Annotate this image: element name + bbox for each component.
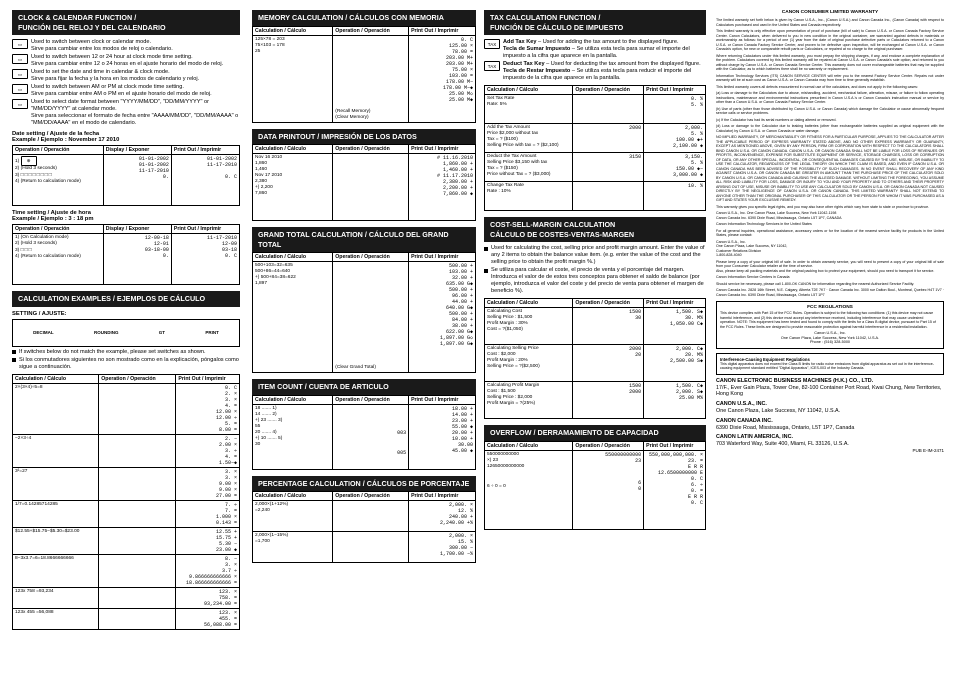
memory-section (252, 10, 476, 123)
th-operation: Operation / Operación (13, 146, 104, 155)
warranty-paragraph: This limited warranty covers all defects encountered in normal use of the calculators, and does not apply in the following cases: (716, 84, 918, 89)
warranty-paragraph: Canon Canada Inc. 2828 16th Street, N.E. Calgary, Alberta T2E 7K7 · Canon Canada Inc. 3000 rue Dalton Boul., Montreal, Quebec H4T 1V7 · Canon Canada Inc. 6390 Dixie Road, Mississauga, Ontario L5T 1P7 (716, 288, 944, 297)
csm-desc-es: Se utiliza para calcular el coste, el precio de venta y el porcentaje del margen. Introduzca el valor de de estos tres conceptos para obtener el saldo de balance (por ejemplo, introduzca el valor del coste y del precio de venta para obtener el margen de beneficio %). (484, 267, 706, 295)
calc-cell: $12.55+$15.75−$5.30=$23.00 (13, 527, 99, 554)
warranty-paragraph: (d) Loss or damage to the Calculator due to leaking batteries (other than exchangeable batteries supplied as original equipment with the Calculator) by Canon U.S.A. or Canon Canada or water damage. (716, 124, 944, 133)
calc-cell: 1/7=0.14285714285 (13, 500, 99, 527)
clock-item (12, 84, 240, 98)
table-row (13, 434, 240, 467)
warranty-paragraph: Should service be necessary, please call 1-800-OK CANON for information regarding the nearest Authorized Service Facility. (716, 281, 915, 286)
calc-cell: Set Tax Rate Rate: 5% (485, 95, 573, 124)
warranty-paragraph: The limited warranty set forth below is given by Canon U.S.A., Inc., (Canon U.S.A.) and Canon Canada Inc., (Canon Canada) with respect to Calculators purchased and used in the United States and Canada respectively. (716, 18, 944, 27)
item-text-es: Sirve para cambiar entre 12 o 24 horas en el ajuste horario del modo de reloj. (31, 61, 224, 67)
print-cell: 123. × 758. = 93,234.00 = (176, 587, 240, 608)
pub-code: PUB E-IM-2471 (912, 447, 944, 453)
time-setting-label: Time setting / Ajuste de hora Example / Ejemplo : 3 : 18 pm (12, 210, 94, 222)
table-row (485, 124, 706, 153)
item-text-en: Used to set the date and time in calendar & clock mode. (31, 69, 170, 75)
company-addr-line: 703 Waterford Way, Suite 400, Miami, FL 33126, U.S.A. (716, 441, 849, 448)
percentage-header: PERCENTAGE CALCULATION / CÁLCULOS DE PORCENTAJE (252, 476, 476, 492)
operation-cell (99, 554, 176, 587)
table-row (13, 383, 240, 434)
operation-cell (573, 95, 644, 124)
th-display: Display / Exponer (103, 146, 171, 155)
table-row (485, 153, 706, 182)
calc-cell: −2×3÷4 (13, 434, 99, 467)
operation-cell: 1500 30 (573, 308, 644, 345)
item-count-header: ITEM COUNT / CUENTA DE ARTICULO (252, 379, 476, 395)
print-cell: 123. × 455. = 56,088.00 = (176, 608, 240, 629)
data-printout-table: Calculation / Cálculo Operation / Operación Print Out / Imprimir Nov 16 2010 1,860 1,460 Nov 17 2010 2,380 +) 2,200 7,860 # 11.16.2010 1,860.00 + 1,460.00 + # 11.17.2010 2,380.00 + 2,200.00 + 7,860.00 ◆ (252, 144, 476, 221)
calculator-key-icon[interactable]: ▭ (12, 54, 28, 64)
print-cell: 2. − 2.00 × 3. ÷ 4. = 1.50−◆ (176, 434, 240, 467)
calc-cell: Calculating Cost Selling Price : $1,500 Profit Margin : 30% Cost = ?($1,050) (485, 308, 573, 345)
operation-cell (99, 383, 176, 434)
calculator-key-icon[interactable]: ▭ (12, 39, 28, 49)
print-cell: 3. × 3. × 9.00 × 9.00 × 27.00 = (176, 467, 240, 500)
company-address (716, 418, 944, 432)
tax-key-name: Add Tax Key (503, 39, 537, 45)
print-cell: 10. % (644, 182, 706, 211)
print-cell: 8. − 3. × 3.7 ÷ 9.866666666666 × 18.866666666666 = (176, 554, 240, 587)
tax-key-name-es: Tecla de Restar Impuesto (503, 68, 571, 74)
print-cell: 1,500. S◆ 30. M% 1,050.00 C◆ (644, 308, 706, 345)
tax-key-desc-es: – Se utiliza esta tecla para sumar el importe del impuesto a la cifra que aparece en la pantalla. (503, 46, 690, 59)
tax-item (484, 39, 706, 60)
operation-cell (99, 500, 176, 527)
operation-cell (573, 182, 644, 211)
calc-cell: 8−3x3.7=6=18.8666666666 (13, 554, 99, 587)
tax-section (484, 10, 706, 211)
warranty-paragraph: Canon U.S.A., Inc. One Canon Plaza, Lake Success, NY 11042, Customer Relations Division 1-800-828-4040 (716, 239, 788, 257)
date-setting-table: Operation / Operación Display / Exponer Print Out / Imprimir 1) ⊕ 2) (Hold 3 seconds) 3) □□□□□□□□ 4) (Return to calculation mode) 01-01-2002 01-01-2002 11-17-2010 0. 01-01-2002 11-17-2010 0. C (12, 145, 240, 206)
column-4 (716, 10, 944, 453)
tax-key-desc-es: – Se utiliza esta tecla para reducir el importe del impuesto de la cifra que aparece en la pantalla. (503, 68, 692, 81)
item-text-es: Sirve para cambiar entre AM o PM en el ajuste horario del modo de reloj. (31, 91, 212, 97)
switch-note: If switches below do not match the example, please set switches as shown. (12, 349, 240, 356)
clock-key[interactable]: ⊕ (21, 156, 37, 166)
calc-cell: 123x 455 =56,088 (13, 608, 99, 629)
calculator-key-icon[interactable]: ▭ (12, 69, 28, 79)
warranty-paragraph: NO IMPLIED WARRANTY, OF MERCHANTABILITY OR FITNESS FOR A PARTICULAR PURPOSE, APPLIES TO THE CALCULATOR AFTER THE APPLICABLE PERIOD OF EXPRESS WARRANTY STATED ABOVE, AND NO OTHER EXPRESS WARRANTY OR GUARANTY, EXCEPT AS MENTIONED ABOVE, GIVEN BY ANY PERSON, FIRM OR CORPORATION WITH RESPECT TO THE CALCULATORS SHALL BIND CANON U.S.A. OR CANON CANADA. CANON U.S.A. OR CANON CANADA SHALL NOT BE LIABLE FOR LOSS OF REVENUES OR PROFITS, INCONVENIENCE, EXPENSE FOR SUBSTITUTE EQUIPMENT OR SERVICE, STORAGE CHARGES, LOSS OR CORRUPTION OF DATA, OR ANY OTHER SPECIAL, INCIDENTAL, OR CONSEQUENTIAL DAMAGES CAUSED BY THE USE, MISUSE, OR INABILITY TO USE THE CALCULATOR, REGARDLESS OF THE LEGAL THEORY ON WHICH THE CLAIM IS BASED, AND EVEN IF CANON U.S.A. OR CANON CANADA HAS BEEN ADVISED OF THE POSSIBILITY OF SUCH DAMAGES. IN NO EVENT SHALL RECOVERY OF ANY KIND AGAINST CANON U.S.A. OR CANON CANADA BE GREATER IN AMOUNT THAN THE PURCHASE PRICE OF THE CALCULATOR SOLD BY CANON U.S.A. OR CANON CANADA AND CAUSING THE ALLEGED DAMAGE. WITHOUT LIMITING THE FOREGOING, YOU ASSUME ALL RISK AND LIABILITY FOR LOSS, DAMAGE OR INJURY TO YOU AND YOUR PROPERTY AND TO OTHERS AND THEIR PROPERTY ARISING OUT OF USE, MISUSE OR INABILITY TO USE ANY CALCULATOR SOLD BY CANON U.S.A. OR CANON CANADA NOT CAUSED DIRECTLY BY THE NEGLIGENCE OF CANON U.S.A. OR CANON CANADA. THIS LIMITED WARRANTY SHALL NOT EXTEND TO ANYONE OTHER THAN THE ORIGINAL PURCHASER OF THIS CALCULATOR OR THE PERSON FOR WHOM IT WAS PURCHASED AS A GIFT AND STATES YOUR EXCLUSIVE REMEDY. (716, 135, 944, 202)
warranty-paragraph: For all general inquiries, operational assistance, accessory orders or for the location of the nearest service facility for products in the United States, please contact: (716, 228, 944, 237)
memory-table: Calculation / Cálculo Operation / Operación Print Out / Imprimir 125×78 = 203 75×103 = 178 25 (Recall Memory) (Clear Memory) 0. C 125.00 × 78.00 = 203.00 M+ 203.00 M+ 75.00 × 103.00 = 178.00 M− 178.00 M−◆ 25.00 M◇ 25.00 M◆ (252, 26, 476, 123)
company-addr-line: 17/F., Ever Gain Plaza, Tower One, 82-100 Container Port Road, Kwai Chung, New Territories, Hong Kong (716, 384, 942, 398)
print-cell: 7. ÷ 7. = 1.000 × 0.143 = (176, 500, 240, 527)
print-cell: 0. % 5. % (644, 95, 706, 124)
tax-key-icon[interactable]: TAX (484, 61, 500, 71)
clock-item (12, 39, 240, 53)
operation-cell (99, 608, 176, 629)
print-switch[interactable]: PRINT (205, 330, 219, 335)
switch-note-es: Si los conmutadores siguientes no son mostrado como en la explicación, póngalos como sigue a continuación. (12, 357, 240, 371)
item-count-section (252, 379, 476, 470)
overflow-table: Calculation / Cálculo Operation / Operación Print Out / Imprimir 550000000000 ×) 23 12650000000000 6 ÷ 0 = 0 550000000000 23 6 0 550,000,000,000. × 23. = E R R 12.6500000000 E 0. C 6. ÷ 0. = E R R 0. C (484, 441, 706, 530)
item-text-es: Sirve para fijar la fecha y la hora en los modos de calendario y reloj. (31, 76, 200, 82)
operation-cell: 3150 (573, 153, 644, 182)
percentage-section (252, 476, 476, 564)
fcc-box: FCC REGULATIONS This device complies with Part 15 of the FCC Rules. Operation is subject to the following two conditions: (1) this device may not cause harmful interference, and (2) this device must accept any interference received, including interference that may cause undesired operation. NOTE: This equipment has been tested and found to comply with the limits for a Class B digital device, pursuant to Part 15 of the FCC Rules. These limits are designed to provide reasonable protection against harmful interference in a residential installation. Canon U.S.A., Inc. One Canon Plaza, Lake Success, New York 11042, U.S.A. Phone : (516) 328-5000 (716, 301, 944, 349)
data-printout-header: DATA PRINTOUT / IMPRESIÓN DE LOS DATOS (252, 129, 476, 145)
table-row (485, 345, 706, 382)
company-name: CANON LATIN AMERICA, INC. (716, 434, 793, 441)
ices-box: Interference-Causing Equipment Regulations This digital apparatus does not exceed the Class B limits for radio noise emissions from digital apparatus as set out in the interference-causing equipment standard entitled "Digital Apparatus", ICES-003 of the Industry Canada. (716, 353, 944, 375)
clock-header: CLOCK & CALENDAR FUNCTION / FUNCIÓN DEL RELOJ Y DEL CALENDARIO (12, 10, 240, 35)
csm-table: Calculation / Cálculo Operation / Operación Print Out / Imprimir Calculating Cost Selling Price : $1,500 Profit Margin : 30% Cost = ?($1,050) 1500 30 1,500. S◆ 30. M% 1,050.00 C◆ Calculating Selling Price Cost : $2,000 Profit Margin : 20% Selling Price = ?($2,500) 2000 20 2,000. C◆ 20. M% 2,500.00 S◆ Calculating Profit Margin Cost : $1,500 Selling Price : $2,000 Profit Margin = ?(25%) 1500 2000 1,500. C◆ 2,000. S◆ 25.00 M% (484, 298, 706, 419)
th-printout: Print Out / Imprimir (171, 146, 239, 155)
calc-cell: Calculating Selling Price Cost : $2,000 Profit Margin : 20% Selling Price = ?($2,500) (485, 345, 573, 382)
calc-cell: Add the Tax Amount Price $2,000 without tax Tax = ? ($100) Selling Price with tax = ? ($2,100) (485, 124, 573, 153)
calc-examples-header: CALCULATION EXAMPLES / EJEMPLOS DE CÁLCULO (12, 291, 240, 307)
table-row (13, 587, 240, 608)
print-cell: 2,000. 5. % 100.00 ◆+ 2,100.00 ◆ (644, 124, 706, 153)
warranty-title: CANON CONSUMER LIMITED WARRANTY (781, 10, 879, 15)
print-cell: 3,150. 5. % 150.00 ◆− 3,000.00 ◆ (644, 153, 706, 182)
calc-cell: 3²=27 (13, 467, 99, 500)
csm-section (484, 217, 706, 419)
warranty-paragraph: (b) Use of parts (other than those distributed by Canon U.S.A. or Canon Canada) which damage the Calculator or cause abnormally frequent service calls or service problems. (716, 106, 944, 115)
table-row (485, 182, 706, 211)
company-addr-line: 6390 Dixie Road, Mississauga, Ontario, L5T 1P7, Canada (716, 424, 855, 431)
percentage-table: Calculation / Cálculo Operation / Operación Print Out / Imprimir 2,000×(1+12%) =2,240 2,000. × 12. % 240.00 + 2,240.00 +% 2,000×(1−15%) =1,700 2,000. × 15. % 300.00 − 1,700.00 −% (252, 491, 476, 563)
data-printout-section (252, 129, 476, 222)
tax-key-name: Deduct Tax Key (503, 61, 545, 67)
table-row (13, 554, 240, 587)
operation-cell: 2000 20 (573, 345, 644, 382)
table-row (13, 608, 240, 629)
calculator-key-icon[interactable]: ▭ (12, 99, 28, 109)
company-name: CANON U.S.A., INC. (716, 401, 767, 408)
calculator-key-icon[interactable]: ▭ (12, 84, 28, 94)
tax-item (484, 61, 706, 82)
operation-cell: 2000 (573, 124, 644, 153)
gt-switch[interactable]: GT (158, 330, 166, 335)
operation-cell (99, 527, 176, 554)
setting-label: SETTING / AJUSTE: (12, 310, 67, 317)
calc-cell: 123x 758 =93,234 (13, 587, 99, 608)
item-count-table: Calculation / Cálculo Operation / Operación Print Out / Imprimir 18 ....... 1) 14 ....... 2) +) 23 ....... 3) 55 20 ....... 4) +) 10 ....... 5) 30 003 005 18.00 + 14.00 + 23.00 + 55.00 ◆ 20.00 + 10.00 + 30.00 45.00 ◆ (252, 395, 476, 470)
company-address (716, 434, 944, 448)
tax-key-icon[interactable]: TAX (484, 39, 500, 49)
item-text-es: Sirve para cambiar entre los modos de reloj o calendario. (31, 46, 173, 52)
column-3 (484, 10, 706, 536)
column-1 (12, 10, 240, 636)
clock-section (12, 10, 240, 285)
clock-items (12, 39, 240, 127)
clock-item (12, 99, 240, 127)
item-text-en: Used to switch between AM or PM at clock mode time setting. (31, 84, 184, 90)
overflow-header: OVERFLOW / DERRAMAMIENTO DE CAPACIDAD (484, 425, 706, 441)
switch-settings (12, 319, 240, 347)
date-setting-label: Date setting / Ajuste de la fecha Example / Ejemplo : November 17 2010 (12, 131, 120, 143)
time-setting-table: Operation / Operación Display / Exponer Print Out / Imprimir 1) (On Calculation mode) 2) (Hold 3 seconds) 3) □□□ 4) (Return to calculation mode) 12-00-18 12-01 03-18-00 0. 11-17-2010 12-09 03-18 0. C (12, 224, 240, 285)
operation-cell (99, 467, 176, 500)
addresses (716, 378, 944, 448)
calc-cell: Change Tax Rate Rate : 10% (485, 182, 573, 211)
calc-cell: Calculating Profit Margin Cost : $1,500 Selling Price : $2,000 Profit Margin = ?(25%) (485, 382, 573, 419)
tax-key-name-es: Tecla de Sumar Impuesto (503, 46, 571, 52)
table-row (13, 527, 240, 554)
calc-examples-table: Calculation / Cálculo Operation / Operación Print Out / Imprimir 2×(3×4)÷5=8 0. C 2. × 3. × 4. = 12.00 × 12.00 ÷ 5. = 8.00 = −2×3÷4 2. − 2.00 × 3. ÷ 4. = 1.50−◆ 3²=27 3. × 3. × 9.00 × 9.00 × 27.00 = 1/7=0.14285714285 7. ÷ 7. = 1.000 × 0.143 = $12.55+$15.75−$5.30=$23.00 12.55 + 15.75 + 5.30 − 23.00 ◆ 8−3x3.7=6=18.8666666666 8. − 3. × 3.7 ÷ 9.866666666666 × 18.866666666666 = 123x 758 =93,234 123. × 758. = 93,234.00 = 123x 455 =56,088 123. × 455. = 56,088.00 = (12, 374, 240, 630)
warranty-paragraph: Canon Information Technology Services in the United States (716, 222, 812, 226)
warranty-paragraph: (a) Loss or damage to the Calculators due to abuse, mishandling, accident, mechanical failure, alteration, misuse, or failure to follow operating instructions, maintenance and environmental instructions prescribed in Canon U.S.A.'s or Canon Canada's instruction manual or service by other than a Canon U.S.A. or Canon Canada Factory Service Center. (716, 91, 944, 104)
overflow-section (484, 425, 706, 530)
clock-item (12, 69, 240, 83)
warranty-paragraph: This warranty gives you specific legal rights, and you may also have other rights which vary from state to state or province to province. (716, 204, 930, 209)
grand-total-section (252, 227, 476, 373)
warranty-paragraph: Where returning Calculators under this limited warranty, you must prepay the shipping charges, if any, and enclose a complete explanation of the problem. Calculators covered by this limited warranty will be repaired at Canon U.S.A. or Canon Canada's sole option, and returned to you without charge by Canon U.S.A. or Canon Canada Service Center. This warranty does not cover exchangeable batteries that may be supplied with the Calculator, as to which batteries there shall be no warranty or replacement. (716, 53, 944, 71)
grand-total-header: GRAND TOTAL CALCULATION / CÁLCULO DEL GRAND TOTAL (252, 227, 476, 252)
print-cell: 1,500. C◆ 2,000. S◆ 25.00 M% (644, 382, 706, 419)
warranty-paragraph: Canon Information Service Centers in Canada (716, 275, 790, 279)
print-cell: 0. C 2. × 3. × 4. = 12.00 × 12.00 ÷ 5. = 8.00 = (176, 383, 240, 434)
tax-key-desc: – Used for adding the tax amount to the displayed figure. (536, 39, 679, 45)
warranty-text (716, 18, 944, 297)
clock-item (12, 54, 240, 68)
company-addr-line: One Canon Plaza, Lake Success, NY 11042, U.S.A. (716, 407, 841, 414)
table-row (13, 500, 240, 527)
warranty-paragraph: Please keep a copy of your original bill of sale. In order to obtain warranty service, you will need to present a copy of your original bill of sale from your Consumer Calculator retailer at the time of service. Also, please keep all packing materials and the original packing box to protect your equipment, should you need to transport it for service. (716, 259, 944, 273)
tax-header: TAX CALCULATION FUNCTION / FUNCIÓN DE CÁLCULO DE IMPUESTO (484, 10, 706, 35)
column-2 (252, 10, 476, 569)
grand-total-table: Calculation / Cálculo Operation / Operación Print Out / Imprimir 500+103=32=635 500+86=44=640 +) 500+84=38=622 1,897 (Clear Grand Total) 500.00 + 103.00 + 32.00 + 635.00 G◆ 500.00 + 96.00 + 44.00 + 640.00 G◆ 500.00 + 84.00 + 38.00 + 622.00 G◆ 1,897.00 G◇ 1,897.00 G◆ (252, 252, 476, 373)
operation-cell: 1500 2000 (573, 382, 644, 419)
memory-header: MEMORY CALCULATION / CÁLCULOS CON MEMORIA (252, 10, 476, 26)
company-address (716, 401, 944, 415)
calc-cell: Deduct the Tax Amount Selling Price $3,150 with tax Tax = ? ($150) Price without Tax = ? ($3,000) (485, 153, 573, 182)
company-name: CANON CANADA INC. (716, 417, 773, 424)
company-address (716, 378, 944, 398)
table-row (485, 382, 706, 419)
operation-cell (99, 587, 176, 608)
tax-items (484, 39, 706, 82)
tax-key-desc: – Used for deducting the tax amount from the displayed figure. (544, 61, 701, 67)
warranty-paragraph: This limited warranty is only effective upon presentation of proof of purchase (bill of sale) to Canon U.S.A. or Canon Canada Factory Service Center. Canon Calculators, when delivered to you in new condition in the original container, are warranted against defects in materials or workmanship as follows: for a period of one (1) year from the date of original purchase defective parts or Calculators returned to a Canon U.S.A. or Canon Canada Factory Service Center, and proven to be defective upon inspection, will be exchanged at Canon U.S.A. or Canon Canada's option, for new or comparable rebuilt parts or Calculators, or repaired at no charge to the original purchaser. (716, 29, 944, 51)
print-cell: 12.55 + 15.75 + 5.30 − 23.00 ◆ (176, 527, 240, 554)
warranty-paragraph: (c) If the Calculator has had its serial numbers or dating altered or removed. (716, 117, 837, 122)
table-row (13, 467, 240, 500)
item-text-en: Used to switch between 12 or 24 hour at clock mode time setting. (31, 54, 193, 60)
calc-cell: 2×(3×4)÷5=8 (13, 383, 99, 434)
item-text-en: Used to switch between clock or calendar mode. (31, 39, 152, 45)
calc-examples-section (12, 291, 240, 630)
rounding-switch[interactable]: ROUNDING (93, 330, 119, 335)
csm-header: COST-SELL-MARGIN CALCULATION CÁLCULO DE COSTES-VENTAS-MARGEN (484, 217, 706, 242)
operation-cell (99, 434, 176, 467)
warranty-paragraph: Information Technology Services (ITS) CANON SERVICE CENTER will refer you to the nearest Factory Service Center. Repairs not under warranty will be at such cost as Canon U.S.A. or Canon Canada may from time to time generally establish. (716, 73, 944, 82)
tax-table: Calculation / Cálculo Operation / Operación Print Out / Imprimir Set Tax Rate Rate: 5% 0. % 5. % Add the Tax Amount Price $2,000 without tax Tax = ? ($100) Selling Price with tax = ? ($2,100) 2000 2,000. 5. % 100.00 ◆+ 2,100.00 ◆ Deduct the Tax Amount Selling Price $3,150 with tax Tax = ? ($150) Price without Tax = ? ($3,000) 3150 3,150. 5. % 150.00 ◆− 3,000.00 ◆ Change Tax Rate Rate : 10% 10. % (484, 85, 706, 211)
company-name: CANON ELECTRONIC BUSINESS MACHINES (H.K.) CO., LTD. (716, 377, 874, 384)
table-row (485, 95, 706, 124)
decimal-switch[interactable]: DECIMAL (33, 330, 54, 335)
item-text-es: Sirve para seleccionar el formato de fecha entre "AAAA/MM/DD", "DD/MM/AAAA" o "MM/DD/AAAA" en el modo de calendario. (31, 113, 239, 126)
item-text-en: Used to select date format between "YYYY/MM/DD", "DD/MM/YYYY" or "MM/DD/YYYY" at calendar mode. (31, 99, 209, 112)
warranty-paragraph: Canon U.S.A., Inc. One Canon Plaza, Lake Success, New York 11042-1198 Canon Canada Inc. 6390 Dixie Road, Mississauga, Ontario L5T 1P7, CANADA (716, 211, 842, 220)
table-row (485, 308, 706, 345)
csm-desc-en: Used for calculating the cost, selling price and profit margin amount. Enter the value of any 2 items to obtain the balance value item. (e.g. enter the value of the cost and the selling price to obtain the profit margin %.) (484, 245, 706, 266)
print-cell: 2,000. C◆ 20. M% 2,500.00 S◆ (644, 345, 706, 382)
